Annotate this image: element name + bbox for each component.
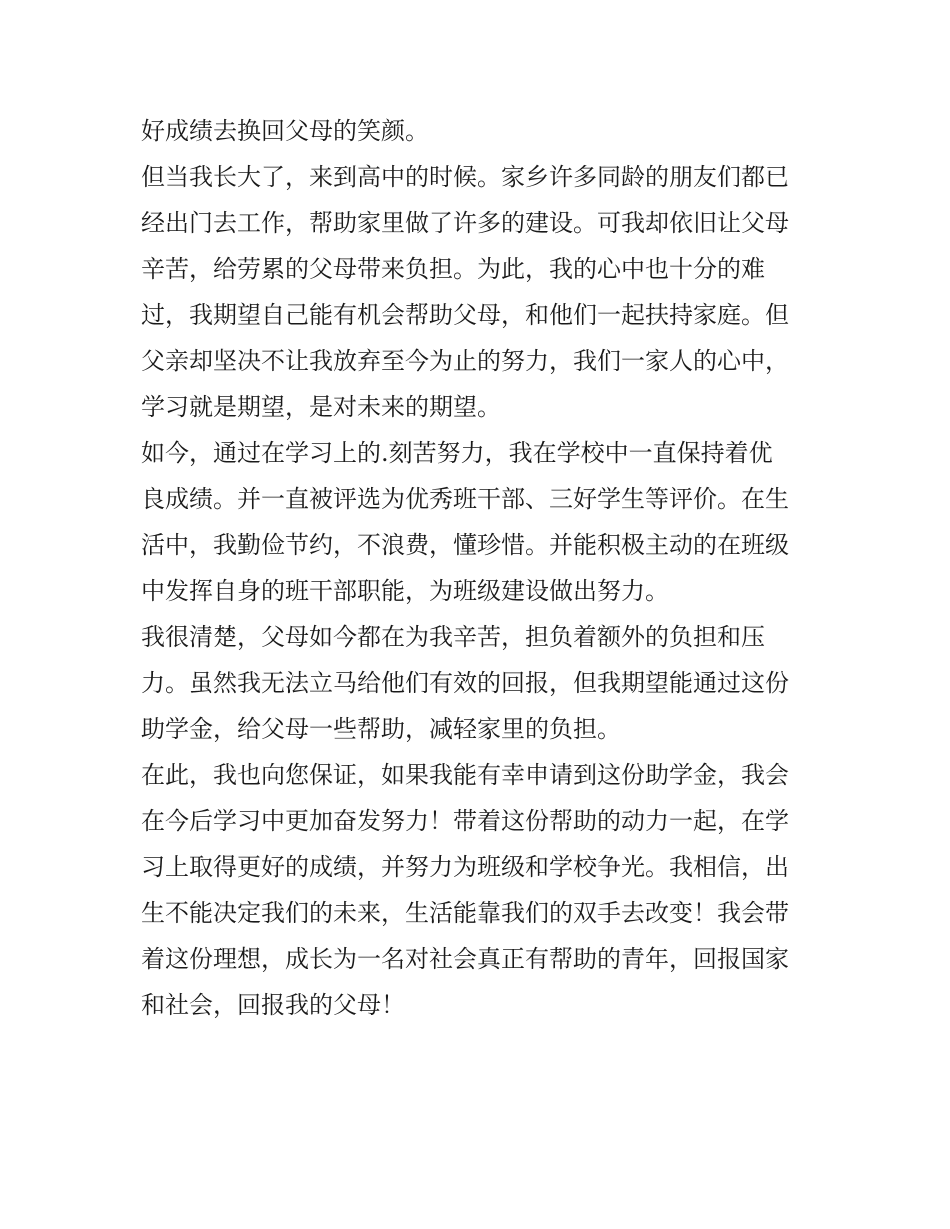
text-line: 着这份理想，成长为一名对社会真正有帮助的青年，回报国家 [141, 945, 789, 973]
text-line: 如今，通过在学习上的.刻苦努力，我在学校中一直保持着优 [141, 439, 773, 467]
text-line: 习上取得更好的成绩，并努力为班级和学校争光。我相信，出 [141, 853, 789, 881]
text-line: 和社会，回报我的父母！ [141, 991, 405, 1019]
text-line: 中发挥自身的班干部职能，为班级建设做出努力。 [141, 577, 669, 605]
text-line: 在今后学习中更加奋发努力！带着这份帮助的动力一起，在学 [141, 807, 789, 835]
text-line: 过，我期望自己能有机会帮助父母，和他们一起扶持家庭。但 [141, 301, 789, 329]
document-body [141, 108, 813, 1028]
text-line: 我很清楚，父母如今都在为我辛苦，担负着额外的负担和压 [141, 623, 765, 651]
text-line: 在此，我也向您保证，如果我能有幸申请到这份助学金，我会 [141, 761, 789, 789]
text-line: 力。虽然我无法立马给他们有效的回报，但我期望能通过这份 [141, 669, 789, 697]
text-line: 活中，我勤俭节约，不浪费，懂珍惜。并能积极主动的在班级 [141, 531, 789, 559]
text-line: 学习就是期望，是对未来的期望。 [141, 393, 501, 421]
text-line: 好成绩去换回父母的笑颜。 [141, 117, 429, 145]
text-line: 助学金，给父母一些帮助，减轻家里的负担。 [141, 715, 621, 743]
text-line: 良成绩。并一直被评选为优秀班干部、三好学生等评价。在生 [141, 485, 789, 513]
text-line: 但当我长大了，来到高中的时候。家乡许多同龄的朋友们都已 [141, 163, 789, 191]
text-line: 父亲却坚决不让我放弃至今为止的努力，我们一家人的心中， [141, 347, 789, 375]
text-line: 经出门去工作，帮助家里做了许多的建设。可我却依旧让父母 [141, 209, 789, 237]
text-line: 生不能决定我们的未来，生活能靠我们的双手去改变！我会带 [141, 899, 789, 927]
text-line: 辛苦，给劳累的父母带来负担。为此，我的心中也十分的难 [141, 255, 765, 283]
